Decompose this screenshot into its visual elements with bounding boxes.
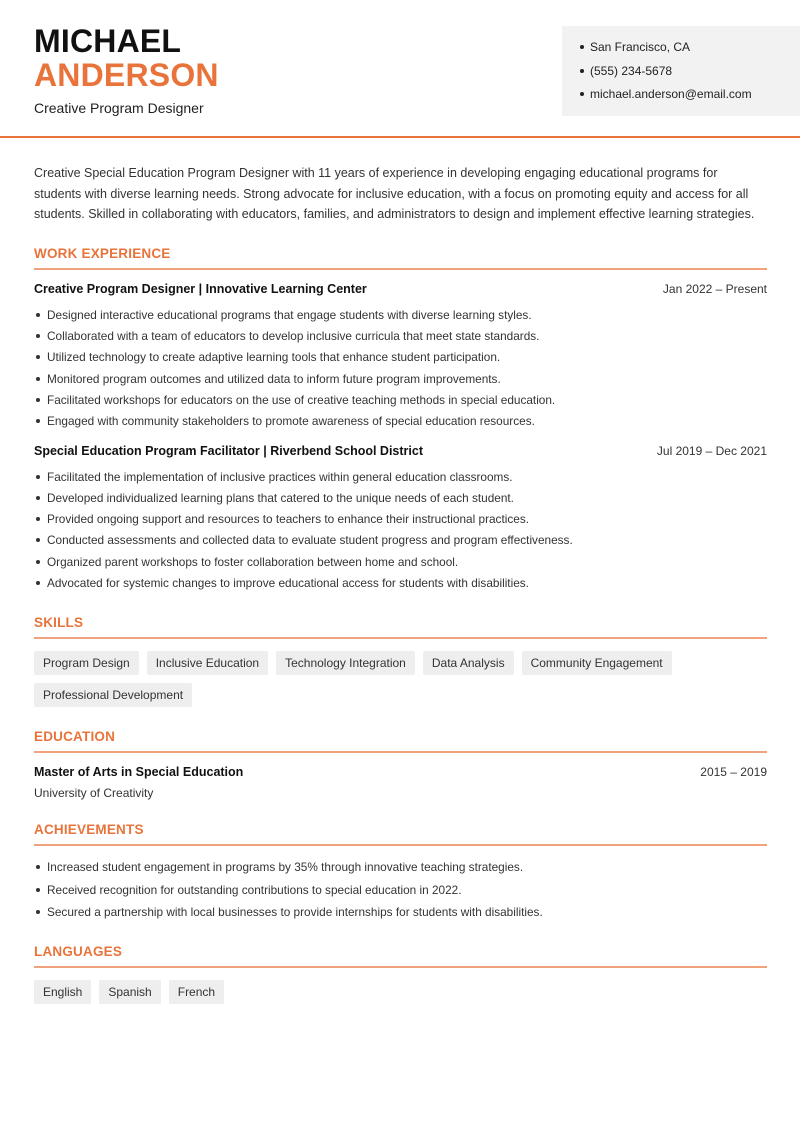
job-header — [34, 444, 767, 466]
contact-info — [562, 26, 800, 116]
list-item: Received recognition for outstanding contributions to special education in 2022. — [34, 881, 767, 904]
job-entry — [34, 282, 767, 434]
list-item: Organized parent workshops to foster collaboration between home and school. — [34, 553, 767, 574]
skill-tag: Data Analysis — [423, 651, 514, 675]
job-title: Creative Program Designer — [34, 100, 204, 116]
section-title-skills: SKILLS — [34, 615, 767, 639]
job-entry — [34, 444, 767, 596]
work-experience-section — [34, 246, 767, 596]
school-name: University of Creativity — [34, 786, 154, 801]
list-item: Advocated for systemic changes to improve educational access for students with disabilities. — [34, 574, 767, 595]
list-item: Collaborated with a team of educators to develop inclusive curricula that meet state standards. — [34, 327, 767, 348]
list-item: Provided ongoing support and resources to teachers to enhance their instructional practices. — [34, 510, 767, 531]
contact-phone: (555) 234-5678 — [580, 62, 800, 86]
skills-tags — [34, 651, 767, 707]
skill-tag: Community Engagement — [522, 651, 672, 675]
job-dates: Jan 2022 – Present — [662, 281, 767, 296]
list-item: Facilitated the implementation of inclusive practices within general education classrooms. — [34, 468, 767, 489]
skill-tag: Inclusive Education — [147, 651, 268, 675]
last-name: ANDERSON — [34, 57, 219, 93]
resume-body — [34, 163, 767, 1004]
education-header — [34, 765, 767, 785]
language-tag: French — [169, 980, 224, 1004]
section-title-education: EDUCATION — [34, 729, 767, 753]
achievements-list — [34, 858, 767, 926]
degree-name: Master of Arts in Special Education — [34, 765, 244, 780]
resume-header — [0, 0, 800, 138]
language-tag: Spanish — [99, 980, 160, 1004]
job-dates: Jul 2019 – Dec 2021 — [656, 443, 767, 458]
section-title-work: WORK EXPERIENCE — [34, 246, 767, 270]
skill-tag: Technology Integration — [276, 651, 415, 675]
skill-tag: Program Design — [34, 651, 139, 675]
skills-section — [34, 615, 767, 707]
contact-email[interactable]: michael.anderson@email.com — [580, 85, 800, 109]
languages-tags — [34, 980, 767, 1004]
job-role: Creative Program Designer | Innovative Learning Center — [34, 281, 367, 296]
list-item: Monitored program outcomes and utilized data to inform future program improvements. — [34, 370, 767, 391]
section-title-languages: LANGUAGES — [34, 944, 767, 968]
job-header — [34, 282, 767, 304]
list-item: Developed individualized learning plans that catered to the unique needs of each student. — [34, 489, 767, 510]
contact-location: San Francisco, CA — [580, 38, 800, 62]
list-item: Secured a partnership with local businesses to provide internships for students with disabilities. — [34, 903, 767, 926]
skill-tag: Professional Development — [34, 683, 192, 707]
job-role: Special Education Program Facilitator | Riverbend School District — [34, 443, 424, 458]
candidate-name — [34, 24, 219, 92]
job-bullets — [34, 468, 767, 596]
first-name: MICHAEL — [34, 23, 182, 59]
section-title-achievements: ACHIEVEMENTS — [34, 822, 767, 846]
list-item: Increased student engagement in programs by 35% through innovative teaching strategies. — [34, 858, 767, 881]
list-item: Conducted assessments and collected data to evaluate student progress and program effectiveness. — [34, 531, 767, 552]
list-item: Utilized technology to create adaptive learning tools that enhance student participation. — [34, 348, 767, 369]
list-item: Designed interactive educational programs that engage students with diverse learning styles. — [34, 306, 767, 327]
achievements-section — [34, 822, 767, 926]
education-section — [34, 729, 767, 800]
list-item: Engaged with community stakeholders to promote awareness of special education resources. — [34, 412, 767, 433]
education-dates: 2015 – 2019 — [700, 765, 767, 780]
list-item: Facilitated workshops for educators on the use of creative teaching methods in special education. — [34, 391, 767, 412]
profile-summary: Creative Special Education Program Designer with 11 years of experience in developing engaging educational programs for students with diverse learning needs. Strong advocate for inclusive education, with a focus on promoting equity and access for all students. Skilled in collaborating with educators, families, and administrators to design and implement effective learning strategies. — [34, 166, 755, 222]
language-tag: English — [34, 980, 91, 1004]
languages-section — [34, 944, 767, 1004]
job-bullets — [34, 306, 767, 434]
